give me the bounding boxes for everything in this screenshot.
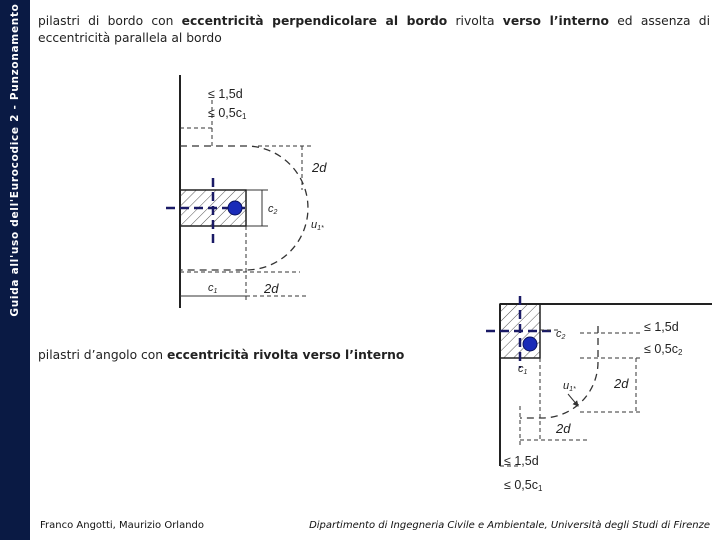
footer-department: Dipartimento di Ingegneria Civile e Ambientale, Università degli Studi di Firenze	[309, 520, 710, 531]
edge-column-figure	[166, 75, 327, 308]
label-2d-bottom: 2d	[264, 281, 279, 296]
label-top2: ≤ 0,5c2	[644, 342, 683, 357]
label-c1: c1	[208, 282, 218, 295]
label-2d-right: 2d	[614, 376, 629, 391]
label-top1: ≤ 1,5d	[644, 320, 679, 334]
corner-column-figure	[486, 296, 712, 493]
label-2d-bottom: 2d	[556, 421, 571, 436]
section1-text-after: ed assenza di eccentricità parallela al bordo	[38, 14, 710, 45]
label-top1: ≤ 1,5d	[208, 87, 243, 101]
footer-authors: Franco Angotti, Maurizio Orlando	[40, 520, 205, 531]
label-bottom2: ≤ 0,5c1	[504, 478, 543, 493]
section1-text-before: pilastri di bordo con	[38, 14, 182, 28]
sidebar-title: Guida all'uso dell'Eurocodice 2 - Punzonamento	[9, 3, 21, 317]
section2-text-before: pilastri d’angolo con	[38, 348, 167, 362]
section1-text-bold: eccentricità perpendicolare al bordo	[181, 14, 448, 28]
section1-text-middle: rivolta	[447, 14, 503, 28]
label-top2: ≤ 0,5c1	[208, 106, 247, 121]
label-c2: c2	[556, 328, 566, 341]
load-centroid	[228, 201, 242, 215]
label-u1: u1*	[311, 219, 324, 232]
label-u1: u1*	[563, 380, 576, 393]
label-bottom1: ≤ 1,5d	[504, 454, 539, 468]
label-c2: c2	[268, 203, 278, 216]
section1-text-bold2: verso l’interno	[502, 14, 609, 28]
label-c1: c1	[518, 363, 528, 376]
load-centroid	[523, 337, 537, 351]
section2-text-bold: eccentricità rivolta verso l’interno	[167, 348, 405, 362]
u1-leader	[568, 394, 578, 406]
label-2d-right: 2d	[312, 160, 327, 175]
